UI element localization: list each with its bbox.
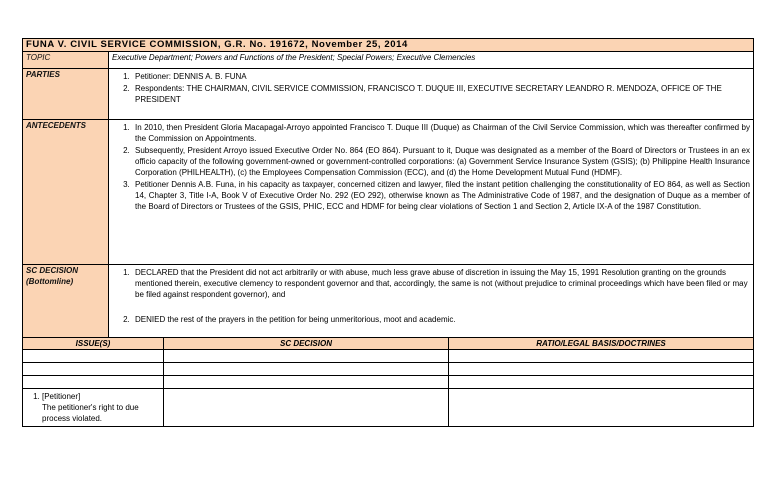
decision-item: 2. DENIED the rest of the prayers in the petition for being unmeritorious, moot and academic. <box>132 314 750 325</box>
parties-list <box>112 71 750 105</box>
antecedent-item: 3. Petitioner Dennis A.B. Funa, in his capacity as taxpayer, concerned citizen and lawyer, filed the instant petition challenging the constitutionality of EO 864, as well as Section 14, Chapter 3, Title I-A, Book V of Executive Order No. 292 (EO 292), otherwise known as The Administrative Code of 1987, and the designation of Duque as a member of the Board of Directors or Trustees of the GSIS, PHIC, ECC and HDMF for being clear violations of Section 1 and Section 2, Article IX-A of the 1987 Constitution. <box>132 179 750 212</box>
decision-cell <box>164 363 449 376</box>
sc-decision-label <box>23 265 109 338</box>
parties-label: PARTIES <box>23 69 109 120</box>
decision-cell <box>164 389 449 427</box>
issue-list <box>26 391 160 424</box>
decision-header: SC DECISION <box>164 338 449 350</box>
party-petitioner: 1. Petitioner: DENNIS A. B. FUNA <box>132 71 750 82</box>
issue-item <box>42 391 160 424</box>
issue-cell <box>23 363 164 376</box>
issue-party: 1. [Petitioner] <box>42 392 81 401</box>
ratio-header: RATIO/LEGAL BASIS/DOCTRINES <box>449 338 754 350</box>
ratio-cell <box>449 363 754 376</box>
issue-text: The petitioner's right to due process violated. <box>42 403 139 423</box>
antecedents-list <box>112 122 750 212</box>
table-row <box>23 376 754 389</box>
ratio-cell <box>449 389 754 427</box>
sc-decision-row <box>23 265 754 338</box>
decision-item: 1. DECLARED that the President did not act arbitrarily or with abuse, much less grave abuse of discretion in issuing the May 15, 1991 Resolution granting on the grounds mentioned therein, executive clemency to respondent governor and that, accordingly, the same is not (without prejudice to criminal proceedings which have been filed or may be filed against respondent governor), and <box>132 267 750 300</box>
case-digest <box>22 38 753 427</box>
issues-header-row <box>23 338 754 350</box>
case-title: FUNA V. CIVIL SERVICE COMMISSION, G.R. No. 191672, November 25, 2014 <box>23 39 754 52</box>
topic-label: TOPIC <box>23 52 109 69</box>
sc-decision-content <box>109 265 754 338</box>
ratio-cell <box>449 376 754 389</box>
table-row <box>23 363 754 376</box>
ratio-cell <box>449 350 754 363</box>
issues-header: ISSUE(S) <box>23 338 164 350</box>
antecedents-label: ANTECEDENTS <box>23 120 109 265</box>
antecedents-content <box>109 120 754 265</box>
issue-cell <box>23 389 164 427</box>
antecedent-item: 1. In 2010, then President Gloria Macapagal-Arroyo appointed Francisco T. Duque III (Duque) as Chairman of the Civil Service Commission, which was thereafter confirmed by the Commission on Appointments. <box>132 122 750 144</box>
antecedent-item: 2. Subsequently, President Arroyo issued Executive Order No. 864 (EO 864). Pursuant to it, Duque was designated as a member of the Board of Directors or Trustees in an ex officio capacity of the following government-owned or government-controlled corporations: (a) Government Service Insurance System (GSIS); (b) Philippine Health Insurance Corporation (PHILHEALTH), (c) the Employees Compensation Commission (ECC), and (d) the Home Development Mutual Fund (HDMF). <box>132 145 750 178</box>
sc-decision-label-line1: SC DECISION <box>26 266 79 275</box>
decision-cell <box>164 350 449 363</box>
parties-content <box>109 69 754 120</box>
sc-decision-label-line2: (Bottomline) <box>26 277 74 286</box>
issue-row <box>23 389 754 427</box>
case-digest-table <box>22 38 754 427</box>
topic-row <box>23 52 754 69</box>
topic-value: Executive Department; Powers and Functions of the President; Special Powers; Executive Clemencies <box>109 52 754 69</box>
party-respondents: 2. Respondents: THE CHAIRMAN, CIVIL SERVICE COMMISSION, FRANCISCO T. DUQUE III, EXECUTIVE SECRETARY LEANDRO R. MENDOZA, OFFICE OF THE PRESIDENT <box>132 83 750 105</box>
table-row <box>23 350 754 363</box>
parties-row <box>23 69 754 120</box>
sc-decision-list <box>112 267 750 325</box>
issue-cell <box>23 350 164 363</box>
title-row <box>23 39 754 52</box>
antecedents-row <box>23 120 754 265</box>
issue-cell <box>23 376 164 389</box>
decision-cell <box>164 376 449 389</box>
